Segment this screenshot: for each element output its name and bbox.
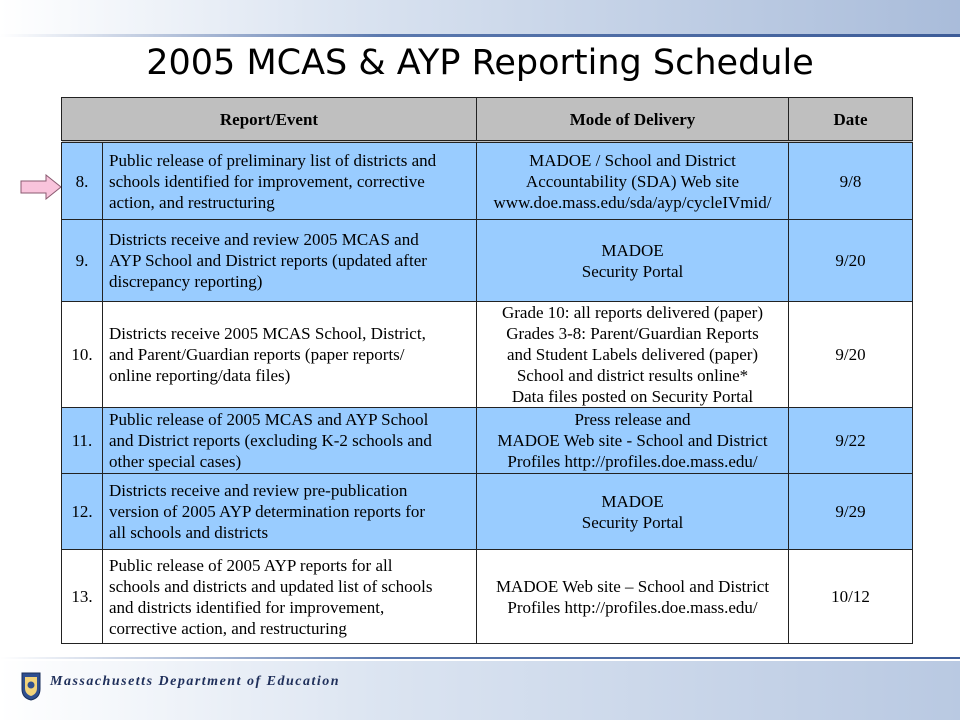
table-row bbox=[62, 550, 913, 644]
footer-band bbox=[0, 661, 960, 720]
header-mode-of-delivery: Mode of Delivery bbox=[477, 98, 789, 142]
delivery-cell bbox=[477, 302, 789, 408]
event-cell bbox=[103, 142, 477, 220]
organization-name: Massachusetts Department of Education bbox=[50, 674, 341, 689]
event-cell bbox=[103, 550, 477, 644]
mode-line: Grade 10: all reports delivered (paper) bbox=[501, 303, 764, 322]
mode-line: MADOE bbox=[601, 491, 664, 511]
event-line: Districts receive and review 2005 MCAS and bbox=[109, 230, 419, 249]
mode-line: Accountability (SDA) Web site bbox=[525, 171, 740, 191]
table-row bbox=[62, 220, 913, 302]
header-date: Date bbox=[789, 98, 913, 142]
mode-line: MADOE / School and District bbox=[529, 150, 736, 170]
event-line: schools identified for improvement, corrective bbox=[109, 171, 425, 191]
event-line: action, and restructuring bbox=[109, 192, 275, 212]
event-line: and Parent/Guardian reports (paper reports/ bbox=[109, 345, 405, 364]
event-line: and District reports (excluding K-2 schools and bbox=[109, 431, 432, 450]
mode-line: MADOE Web site – School and District bbox=[495, 576, 770, 596]
row-number: 8. bbox=[62, 142, 103, 220]
pink-arrow-icon bbox=[20, 174, 62, 200]
row-number: 11. bbox=[62, 408, 103, 474]
mode-line: School and district results online* bbox=[516, 366, 749, 385]
event-cell bbox=[103, 474, 477, 550]
mode-line: Security Portal bbox=[581, 261, 684, 281]
date-cell: 9/20 bbox=[789, 302, 913, 408]
row-number: 9. bbox=[62, 220, 103, 302]
event-line: online reporting/data files) bbox=[109, 366, 291, 385]
mode-line: and Student Labels delivered (paper) bbox=[506, 345, 759, 364]
delivery-cell bbox=[477, 474, 789, 550]
state-seal-icon bbox=[20, 671, 42, 701]
delivery-cell bbox=[477, 142, 789, 220]
mode-line: Press release and bbox=[574, 410, 691, 429]
event-line: discrepancy reporting) bbox=[109, 272, 263, 291]
event-line: version of 2005 AYP determination reports for bbox=[109, 502, 426, 521]
mode-line: Security Portal bbox=[581, 512, 684, 532]
mode-line: MADOE Web site - School and District bbox=[497, 431, 768, 450]
event-line: all schools and districts bbox=[109, 523, 269, 542]
event-line: corrective action, and restructuring bbox=[109, 618, 347, 638]
event-line: AYP School and District reports (updated after bbox=[109, 251, 427, 270]
mode-line: MADOE bbox=[601, 240, 664, 260]
schedule-table bbox=[61, 97, 913, 644]
event-line: Public release of 2005 AYP reports for all bbox=[109, 555, 393, 575]
event-line: Districts receive 2005 MCAS School, District, bbox=[109, 324, 426, 343]
page-title: 2005 MCAS & AYP Reporting Schedule bbox=[146, 43, 814, 83]
table-body bbox=[62, 142, 913, 644]
event-line: other special cases) bbox=[109, 452, 242, 471]
event-line: Public release of 2005 MCAS and AYP School bbox=[109, 410, 429, 429]
mode-line: Data files posted on Security Portal bbox=[511, 387, 754, 406]
mode-line: Grades 3-8: Parent/Guardian Reports bbox=[506, 324, 759, 343]
mode-line: Profiles http://profiles.doe.mass.edu/ bbox=[507, 597, 758, 617]
table-row bbox=[62, 408, 913, 474]
mode-line: Profiles http://profiles.doe.mass.edu/ bbox=[507, 452, 758, 471]
table-row bbox=[62, 474, 913, 550]
table-row bbox=[62, 302, 913, 408]
top-banner bbox=[0, 0, 960, 34]
event-cell bbox=[103, 302, 477, 408]
delivery-cell bbox=[477, 220, 789, 302]
date-cell: 9/8 bbox=[789, 142, 913, 220]
header-report-event: Report/Event bbox=[62, 98, 477, 142]
event-line: Districts receive and review pre-publication bbox=[109, 481, 408, 500]
row-number: 10. bbox=[62, 302, 103, 408]
row-number: 12. bbox=[62, 474, 103, 550]
event-cell bbox=[103, 408, 477, 474]
date-cell: 9/22 bbox=[789, 408, 913, 474]
mode-line: www.doe.mass.edu/sda/ayp/cycleIVmid/ bbox=[493, 192, 772, 212]
date-cell: 9/29 bbox=[789, 474, 913, 550]
delivery-cell bbox=[477, 408, 789, 474]
event-line: schools and districts and updated list of schools bbox=[109, 576, 433, 596]
event-line: and districts identified for improvement, bbox=[109, 597, 385, 617]
date-cell: 9/20 bbox=[789, 220, 913, 302]
date-cell: 10/12 bbox=[789, 550, 913, 644]
bottom-divider bbox=[0, 657, 960, 659]
row-number: 13. bbox=[62, 550, 103, 644]
event-cell bbox=[103, 220, 477, 302]
table-row bbox=[62, 142, 913, 220]
delivery-cell bbox=[477, 550, 789, 644]
event-line: Public release of preliminary list of districts and bbox=[109, 150, 437, 170]
table-header-row bbox=[62, 98, 913, 142]
top-divider bbox=[0, 34, 960, 37]
